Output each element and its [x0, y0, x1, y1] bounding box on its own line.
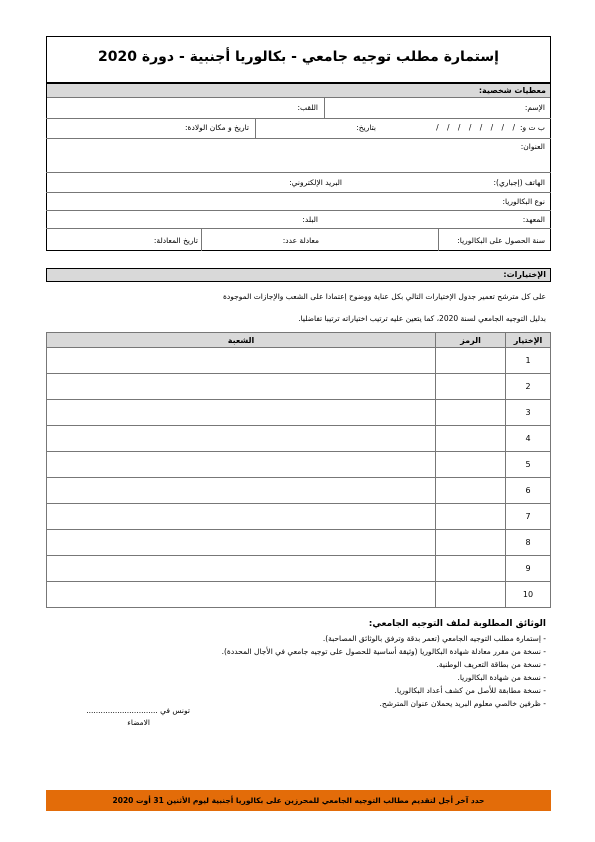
- choices-intro-1: على كل مترشح تعمير جدول الإختيارات التالي بكل عناية ووضوح إعتمادا على الشعب والإجازات الموجودة: [222, 292, 546, 301]
- document-item: - نسخة من شهادة البكالوريا.: [457, 673, 546, 682]
- code-cell[interactable]: [436, 478, 506, 504]
- signature-place: تونس في ..............................: [86, 706, 190, 715]
- branch-cell[interactable]: [47, 504, 436, 530]
- code-cell[interactable]: [436, 400, 506, 426]
- date-label: بتاريخ:: [356, 123, 376, 132]
- choice-number: 10: [506, 582, 551, 608]
- institute-label: المعهد:: [522, 215, 545, 224]
- signature-label: الامضاء: [127, 718, 150, 727]
- email-label: البريد الإلكتروني:: [289, 178, 342, 187]
- document-item: - ظرفين خالصي معلوم البريد يحملان عنوان المترشح.: [379, 699, 546, 708]
- bac-year-label: سنة الحصول على البكالوريا:: [457, 236, 545, 245]
- birth-label: تاريخ و مكان الولادة:: [185, 123, 249, 132]
- table-row: [47, 478, 551, 504]
- code-cell[interactable]: [436, 530, 506, 556]
- document-item: - نسخة من مقرر معادلة شهادة البكالوريا (وثيقة أساسية للحصول على توجيه جامعي في الأجال المحددة).: [221, 647, 546, 656]
- choice-number: 4: [506, 426, 551, 452]
- code-cell[interactable]: [436, 426, 506, 452]
- table-row: [47, 452, 551, 478]
- table-row: [47, 426, 551, 452]
- col-divider: [255, 118, 256, 138]
- choice-number: 5: [506, 452, 551, 478]
- table-row: [47, 504, 551, 530]
- row-divider: [46, 118, 551, 119]
- code-cell[interactable]: [436, 348, 506, 374]
- documents-header: الوثائق المطلوبة لملف التوجيه الجامعي:: [368, 619, 546, 629]
- branch-cell[interactable]: [47, 582, 436, 608]
- choice-number: 8: [506, 530, 551, 556]
- cin-label: ب ت و:: [519, 123, 545, 132]
- choices-intro-2: بدليل التوجيه الجامعي لسنة 2020، كما يتعين عليه ترتيب اختياراته ترتيبا تفاضليا.: [298, 314, 546, 323]
- row-divider: [46, 192, 551, 193]
- country-label: البلد:: [302, 215, 318, 224]
- choice-number: 1: [506, 348, 551, 374]
- phone-label: الهاتف (إجباري):: [493, 178, 545, 187]
- choice-number: 3: [506, 400, 551, 426]
- surname-label: اللقب:: [297, 103, 318, 112]
- document-item: - إستمارة مطلب التوجيه الجامعي (تعمر بدقة وترفق بالوثائق المصاحبة).: [322, 634, 546, 643]
- branch-cell[interactable]: [47, 452, 436, 478]
- name-label: الإسم:: [524, 103, 545, 112]
- choices-table: [46, 332, 551, 608]
- table-row: [47, 374, 551, 400]
- cin-slots: / / / / / / / /: [436, 123, 515, 132]
- choices-table-header: [47, 333, 551, 348]
- page-title: إستمارة مطلب توجيه جامعي - بكالوريا أجنبية - دورة 2020: [98, 49, 499, 65]
- code-cell[interactable]: [436, 504, 506, 530]
- code-cell[interactable]: [436, 374, 506, 400]
- equiv-date-label: تاريخ المعادلة:: [153, 236, 198, 245]
- branch-cell[interactable]: [47, 530, 436, 556]
- choice-number: 6: [506, 478, 551, 504]
- col-code: الرمز: [436, 333, 506, 348]
- table-row: [47, 348, 551, 374]
- address-label: العنوان:: [520, 142, 545, 151]
- col-choice: الإختيار: [506, 333, 551, 348]
- row-divider: [46, 210, 551, 211]
- personal-header: معطيات شخصية:: [47, 84, 550, 98]
- document-item: - نسخة مطابقة للأصل من كشف أعداد البكالوريا.: [394, 686, 546, 695]
- table-row: [47, 400, 551, 426]
- equiv-num-label: معادلة عدد:: [282, 236, 319, 245]
- branch-cell[interactable]: [47, 556, 436, 582]
- code-cell[interactable]: [436, 556, 506, 582]
- deadline-text: حدد آخر أجل لتقديم مطالب التوجيه الجامعي للمحرزين على بكالوريا أجنبية ليوم الأثنين 31 أوت 2020: [112, 796, 485, 805]
- document-item: - نسخة من بطاقة التعريف الوطنية.: [436, 660, 546, 669]
- table-row: [47, 530, 551, 556]
- branch-cell[interactable]: [47, 400, 436, 426]
- code-cell[interactable]: [436, 452, 506, 478]
- branch-cell[interactable]: [47, 426, 436, 452]
- table-row: [47, 556, 551, 582]
- row-divider: [46, 172, 551, 173]
- code-cell[interactable]: [436, 582, 506, 608]
- choice-number: 7: [506, 504, 551, 530]
- col-divider: [438, 228, 439, 251]
- branch-cell[interactable]: [47, 478, 436, 504]
- table-row: [47, 582, 551, 608]
- col-divider: [201, 228, 202, 251]
- choice-number: 9: [506, 556, 551, 582]
- choices-header-box: [46, 268, 551, 282]
- branch-cell[interactable]: [47, 374, 436, 400]
- row-divider: [46, 138, 551, 139]
- choices-header: الإختيارات:: [503, 270, 546, 279]
- branch-cell[interactable]: [47, 348, 436, 374]
- choice-number: 2: [506, 374, 551, 400]
- col-divider: [324, 98, 325, 118]
- row-divider: [46, 228, 551, 229]
- col-branch: الشعبة: [47, 333, 436, 348]
- bac-type-label: نوع البكالوريا:: [502, 197, 545, 206]
